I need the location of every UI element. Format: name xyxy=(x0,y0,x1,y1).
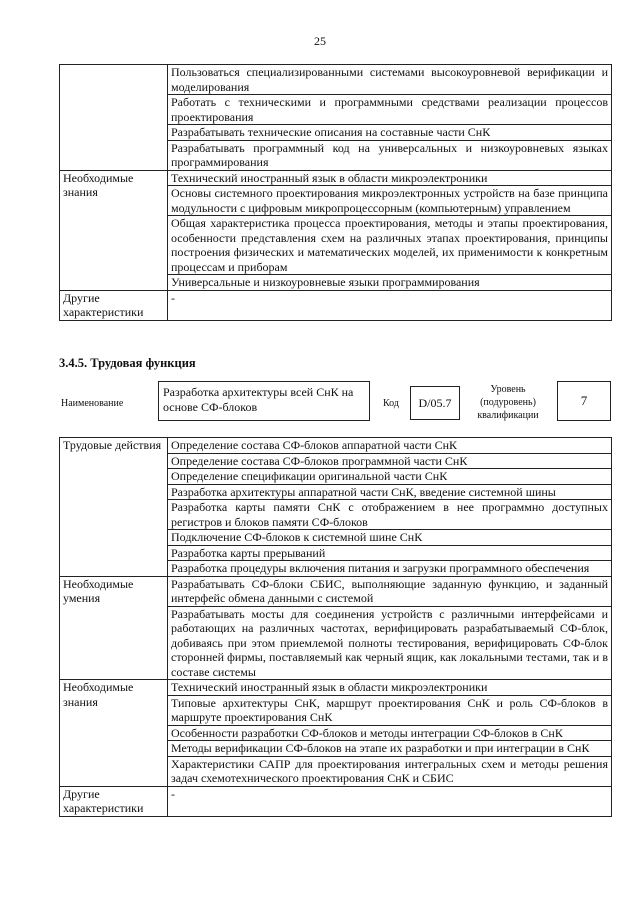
row-group-label: Другие характеристики xyxy=(60,290,168,320)
code-label: Код xyxy=(383,398,399,409)
table-cell: Характеристики САПР для проектирования интегральных схем и методы решения задач схемотехнического проектирования СнК и СБИС xyxy=(168,756,612,786)
table-row xyxy=(60,65,612,95)
row-group-label xyxy=(60,65,168,171)
function-code-box: D/05.7 xyxy=(410,386,460,420)
table-cell: Подключение СФ-блоков к системной шине СнК xyxy=(168,530,612,546)
top-requirements-table xyxy=(59,64,612,321)
table-row xyxy=(60,438,612,454)
table-cell: Определение состава СФ-блоков аппаратной части СнК xyxy=(168,438,612,454)
qualification-level-label: Уровень (подуровень) квалификации xyxy=(477,384,539,421)
table-cell: Особенности разработки СФ-блоков и методы интеграции СФ-блоков в СнК xyxy=(168,725,612,741)
table-cell: Определение состава СФ-блоков программной части СнК xyxy=(168,453,612,469)
table-cell: Разработка архитектуры аппаратной части СнК, введение системной шины xyxy=(168,484,612,500)
table-row xyxy=(60,170,612,186)
table-row xyxy=(60,680,612,696)
row-group-label: Необходимые умения xyxy=(60,576,168,680)
table-cell: Разработка процедуры включения питания и загрузки программного обеспечения xyxy=(168,561,612,577)
table-cell: Основы системного проектирования микроэлектронных устройств на базе принципа модульности с цифровым микропроцессорным (компьютерным) управлением xyxy=(168,186,612,216)
table-cell: Разрабатывать СФ-блоки СБИС, выполняющие заданную функцию, и заданный интерфейс обмена данными с системой xyxy=(168,576,612,606)
name-label: Наименование xyxy=(61,398,124,409)
row-group-label: Необходимые знания xyxy=(60,680,168,787)
table-row xyxy=(60,290,612,320)
table-cell: Универсальные и низкоуровневые языки программирования xyxy=(168,275,612,291)
table-cell: Разрабатывать технические описания на составные части СнК xyxy=(168,125,612,141)
table-cell: - xyxy=(168,290,612,320)
qualification-level-box: 7 xyxy=(557,381,611,421)
function-header xyxy=(59,381,611,425)
table-cell: Технический иностранный язык в области микроэлектроники xyxy=(168,170,612,186)
table-cell: Технический иностранный язык в области микроэлектроники xyxy=(168,680,612,696)
table-cell: Методы верификации СФ-блоков на этапе их разработки и при интеграции в СнК xyxy=(168,741,612,757)
table-row xyxy=(60,786,612,816)
table-cell: Разрабатывать мосты для соединения устройств с различными интерфейсами и работающих на различных частотах, верифицировать разрабатываемый СФ-блок, добиваясь при этом приемлемой полноты тестирования, верифицировать СФ-блок сторонней фирмы, поставляемый как черный ящик, как локальными тестами, так и в составе системы xyxy=(168,606,612,680)
table-cell: Типовые архитектуры СнК, маршрут проектирования СнК и роль СФ-блоков в маршруте проектирования СнК xyxy=(168,695,612,725)
table-cell: Общая характеристика процесса проектирования, методы и этапы проектирования, особенности представления схем на различных этапах проектирования, принципы построения физических и математических моделей, их применимости к конкретным процессам и приборам xyxy=(168,216,612,275)
table-cell: Разработка карты прерываний xyxy=(168,545,612,561)
table-row xyxy=(60,576,612,606)
section-heading: 3.4.5. Трудовая функция xyxy=(59,356,196,370)
table-cell: Работать с техническими и программными средствами реализации процессов проектирования xyxy=(168,95,612,125)
row-group-label: Необходимые знания xyxy=(60,170,168,290)
labor-function-table xyxy=(59,437,612,817)
table-cell: - xyxy=(168,786,612,816)
function-name-box: Разработка архитектуры всей СнК на основе СФ-блоков xyxy=(158,381,370,421)
table-cell: Пользоваться специализированными системами высокоуровневой верификации и моделирования xyxy=(168,65,612,95)
table-cell: Определение спецификации оригинальной части СнК xyxy=(168,469,612,485)
row-group-label: Трудовые действия xyxy=(60,438,168,577)
row-group-label: Другие характеристики xyxy=(60,786,168,816)
table-cell: Разработка карты памяти СнК с отображением в нее программно доступных регистров и блоков памяти СФ-блоков xyxy=(168,500,612,530)
page-number: 25 xyxy=(314,34,326,48)
table-cell: Разрабатывать программный код на универсальных и низкоуровневых языках программирования xyxy=(168,140,612,170)
